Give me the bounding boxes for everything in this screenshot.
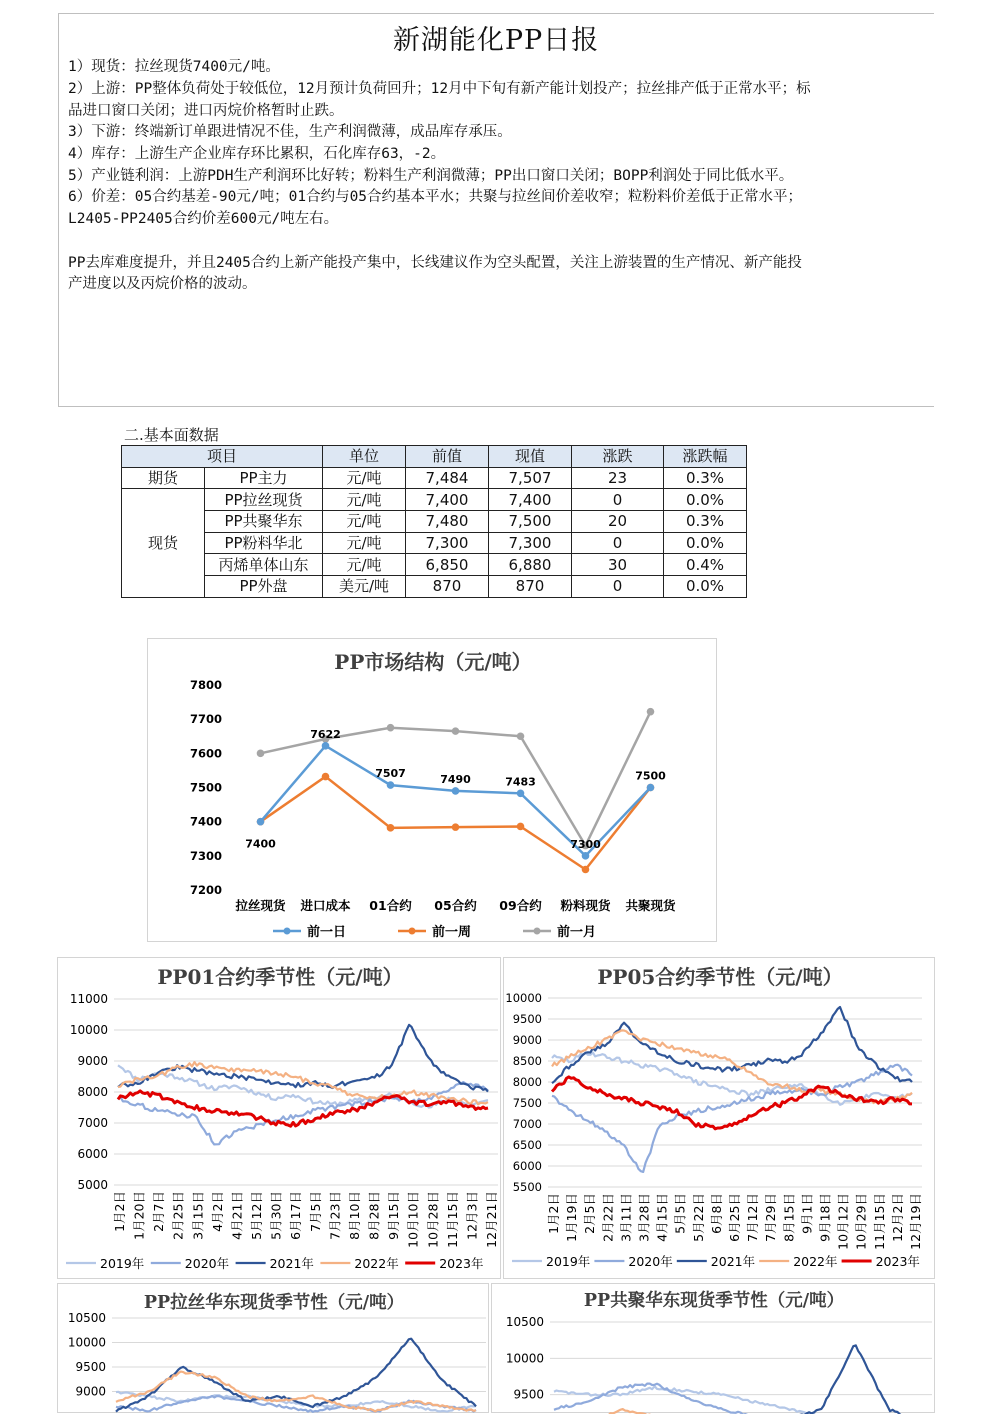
data-label: 7507 xyxy=(375,767,406,781)
y-tick-label: 8000 xyxy=(512,1075,542,1089)
report-point-1: 1）现货：拉丝现货7400元/吨。 xyxy=(68,59,280,75)
legend-marker xyxy=(409,928,416,935)
x-tick-label: 12月2日 xyxy=(889,1193,905,1242)
table-row xyxy=(122,554,747,576)
cell-change: 20 xyxy=(572,511,664,533)
cell-unit: 元/吨 xyxy=(323,467,406,489)
y-tick-label: 10500 xyxy=(67,1311,106,1325)
pp01-seasonality-chart-box xyxy=(57,957,501,1279)
x-tick-label: 01合约 xyxy=(369,898,412,913)
y-tick-label: 8000 xyxy=(77,1085,108,1099)
y-tick-label: 7300 xyxy=(189,848,222,863)
gongju-spot-seasonality-chart xyxy=(492,1284,936,1414)
data-point xyxy=(582,852,590,860)
cell-current: 7,500 xyxy=(489,511,572,533)
report-point-2: 2）上游：PP整体负荷处于较低位，12月预计负荷回升；12月中下旬有新产能计划投产；拉丝排产低于正常水平；标 xyxy=(68,81,811,97)
y-tick-label: 10000 xyxy=(67,1335,106,1350)
data-point xyxy=(517,732,525,740)
chart-title: PP市场结构（元/吨） xyxy=(334,650,532,674)
y-tick-label: 9500 xyxy=(512,1012,542,1026)
legend-label: 2019年 xyxy=(546,1254,591,1269)
x-tick-label: 5月12日 xyxy=(249,1191,265,1240)
gongju-spot-seasonality-chart-box xyxy=(491,1283,935,1413)
header-current: 现值 xyxy=(489,446,572,468)
data-point xyxy=(257,750,265,758)
series-line-2022年 xyxy=(552,1030,912,1103)
lasi-spot-seasonality-chart xyxy=(58,1284,490,1414)
x-tick-label: 4月15日 xyxy=(654,1193,670,1242)
data-point xyxy=(452,787,460,795)
cell-prev: 7,400 xyxy=(406,489,489,511)
report-point-6-cont: L2405-PP2405合约价差600元/吨左右。 xyxy=(68,211,339,227)
x-tick-label: 7月5日 xyxy=(307,1191,323,1232)
cell-change: 0 xyxy=(572,576,664,598)
x-tick-label: 6月25日 xyxy=(727,1193,742,1242)
chart-title: PP05合约季节性（元/吨） xyxy=(597,965,843,989)
cell-unit: 元/吨 xyxy=(323,554,406,576)
y-tick-label: 7500 xyxy=(512,1096,542,1110)
data-label: 7400 xyxy=(245,837,276,851)
data-point xyxy=(517,823,525,831)
x-tick-label: 共聚现货 xyxy=(625,898,676,913)
cell-change: 23 xyxy=(572,467,664,489)
legend-label: 2020年 xyxy=(184,1256,230,1271)
data-point xyxy=(387,824,395,832)
y-tick-label: 7000 xyxy=(77,1116,108,1130)
y-tick-label: 7700 xyxy=(189,712,222,727)
x-tick-label: 2月22日 xyxy=(600,1193,616,1242)
x-tick-label: 11月15日 xyxy=(444,1191,460,1248)
x-tick-label: 8月10日 xyxy=(346,1191,362,1240)
y-tick-label: 7500 xyxy=(189,780,222,795)
cell-change-pct: 0.3% xyxy=(664,467,747,489)
header-change: 涨跌 xyxy=(572,446,664,468)
legend-label: 2021年 xyxy=(269,1256,314,1271)
y-tick-label: 6000 xyxy=(77,1147,108,1161)
header-item: 项目 xyxy=(122,446,323,468)
data-point xyxy=(322,773,330,781)
report-title: 新湖能化PP日报 xyxy=(392,25,600,56)
x-tick-label: 9月1日 xyxy=(799,1193,815,1234)
table-row xyxy=(122,576,747,598)
cell-change-pct: 0.0% xyxy=(664,532,747,554)
cell-change: 30 xyxy=(572,554,664,576)
data-point xyxy=(452,823,460,831)
table-row xyxy=(122,511,747,533)
group-spot: 现货 xyxy=(122,489,205,597)
y-tick-label: 9500 xyxy=(75,1360,106,1374)
fundamentals-table xyxy=(121,445,747,598)
y-tick-label: 7600 xyxy=(189,746,222,761)
x-tick-label: 3月11日 xyxy=(618,1193,634,1242)
x-tick-label: 4月21日 xyxy=(229,1191,245,1240)
pp01-seasonality-chart xyxy=(58,958,502,1280)
x-tick-label: 1月19日 xyxy=(564,1193,580,1242)
report-point-4: 4）库存：上游生产企业库存环比累积，石化库存63，-2。 xyxy=(68,146,446,162)
x-tick-label: 进口成本 xyxy=(300,898,351,913)
series-line-2019年 xyxy=(554,1386,922,1414)
x-tick-label: 12月21日 xyxy=(484,1191,499,1248)
data-point xyxy=(387,724,395,732)
y-tick-label: 7400 xyxy=(189,814,222,829)
x-tick-label: 10月28日 xyxy=(425,1191,441,1248)
x-tick-label: 6月17日 xyxy=(288,1191,304,1240)
x-tick-label: 05合约 xyxy=(434,898,477,913)
cell-unit: 美元/吨 xyxy=(323,576,406,598)
legend-label: 2021年 xyxy=(710,1254,756,1269)
header-unit: 单位 xyxy=(323,446,406,468)
x-tick-label: 7月29日 xyxy=(763,1193,779,1242)
y-tick-label: 10500 xyxy=(505,1315,544,1329)
cell-change: 0 xyxy=(572,489,664,511)
group-futures: 期货 xyxy=(122,467,205,489)
data-point xyxy=(647,784,655,792)
lasi-spot-seasonality-chart-box xyxy=(57,1283,489,1413)
y-tick-label: 9000 xyxy=(75,1384,106,1399)
x-tick-label: 2月7日 xyxy=(151,1191,167,1232)
cell-change: 0 xyxy=(572,532,664,554)
x-tick-label: 2月25日 xyxy=(170,1191,186,1240)
cell-prev: 7,300 xyxy=(406,532,489,554)
pp05-seasonality-chart xyxy=(504,958,936,1280)
series-line-2021年 xyxy=(554,1345,922,1414)
y-tick-label: 6500 xyxy=(512,1138,542,1152)
cell-unit: 元/吨 xyxy=(323,511,406,533)
x-tick-label: 6月8日 xyxy=(708,1193,724,1234)
x-tick-label: 1月2日 xyxy=(112,1191,127,1232)
table-header-row xyxy=(122,446,747,468)
y-tick-label: 9000 xyxy=(77,1054,108,1068)
x-tick-label: 10月29日 xyxy=(853,1193,869,1250)
x-tick-label: 3月15日 xyxy=(190,1191,206,1240)
cell-unit: 元/吨 xyxy=(323,489,406,511)
x-tick-label: 10月10日 xyxy=(405,1191,421,1248)
data-point xyxy=(387,781,395,789)
cell-unit: 元/吨 xyxy=(323,532,406,554)
data-point xyxy=(582,866,590,874)
data-point xyxy=(647,708,655,716)
legend-marker xyxy=(534,928,541,935)
legend-label: 2020年 xyxy=(628,1254,673,1269)
report-summary-1: PP去库难度提升，并且2405合约上新产能投产集中，长线建议作为空头配置，关注上游装置的生产情况、新产能投 xyxy=(68,255,802,271)
y-tick-label: 11000 xyxy=(69,992,108,1006)
cell-current: 7,300 xyxy=(489,532,572,554)
x-tick-label: 5月5日 xyxy=(672,1193,688,1234)
y-tick-label: 9500 xyxy=(513,1387,544,1402)
x-tick-label: 1月20日 xyxy=(131,1191,147,1240)
x-tick-label: 拉丝现货 xyxy=(235,898,286,913)
cell-prev: 870 xyxy=(406,576,489,598)
x-tick-label: 10月12日 xyxy=(835,1193,851,1250)
y-tick-label: 8500 xyxy=(512,1054,542,1068)
chart-title: PP拉丝华东现货季节性（元/吨） xyxy=(143,1293,405,1313)
legend-label: 前一月 xyxy=(557,925,597,940)
cell-item: PP拉丝现货 xyxy=(205,489,323,511)
chart-title: PP01合约季节性（元/吨） xyxy=(157,965,403,989)
y-tick-label: 7200 xyxy=(189,883,222,897)
cell-prev: 6,850 xyxy=(406,554,489,576)
report-point-6: 6）价差：05合约基差-90元/吨；01合约与05合约基本平水；共聚与拉丝间价差收窄；粒粉料价差低于正常水平； xyxy=(68,189,803,205)
y-tick-label: 9000 xyxy=(512,1033,542,1047)
x-tick-label: 8月15日 xyxy=(781,1193,797,1242)
legend-label: 2022年 xyxy=(793,1254,838,1269)
series-line-2021年 xyxy=(116,1339,476,1412)
report-point-3: 3）下游：终端新订单跟进情况不佳，生产利润微薄，成品库存承压。 xyxy=(68,124,512,140)
legend-label: 2023年 xyxy=(439,1256,484,1271)
y-tick-label: 5500 xyxy=(512,1180,542,1194)
x-tick-label: 1月2日 xyxy=(546,1193,561,1234)
cell-item: PP共聚华东 xyxy=(205,511,323,533)
x-tick-label: 9月18日 xyxy=(817,1193,833,1242)
cell-current: 6,880 xyxy=(489,554,572,576)
x-tick-label: 9月15日 xyxy=(386,1191,402,1240)
x-tick-label: 12月3日 xyxy=(464,1191,480,1240)
cell-item: PP外盘 xyxy=(205,576,323,598)
x-tick-label: 12月19日 xyxy=(908,1193,923,1250)
data-label: 7490 xyxy=(440,772,471,786)
legend-label: 前一周 xyxy=(432,925,472,940)
report-point-2-cont: 品进口窗口关闭；进口丙烷价格暂时止跌。 xyxy=(68,103,344,119)
y-tick-label: 6000 xyxy=(512,1159,542,1173)
legend-marker xyxy=(284,928,291,935)
chart-title: PP共聚华东现货季节性（元/吨） xyxy=(583,1291,845,1311)
table-row xyxy=(122,489,747,511)
x-tick-label: 4月2日 xyxy=(209,1191,225,1232)
x-tick-label: 09合约 xyxy=(499,898,542,913)
cell-current: 7,400 xyxy=(489,489,572,511)
y-tick-label: 10000 xyxy=(505,991,542,1005)
x-tick-label: 2月5日 xyxy=(582,1193,598,1234)
y-tick-label: 7000 xyxy=(512,1117,542,1131)
data-label: 7622 xyxy=(310,727,341,741)
x-tick-label: 7月12日 xyxy=(745,1193,761,1242)
report-point-5: 5）产业链利润：上游PDH生产利润环比好转；粉料生产利润微薄；PP出口窗口关闭；BOPP利润处于同比低水平。 xyxy=(68,168,794,184)
data-label: 7300 xyxy=(570,837,601,851)
cell-item: PP粉料华北 xyxy=(205,532,323,554)
market-structure-chart xyxy=(148,639,718,943)
x-tick-label: 粉料现货 xyxy=(560,898,611,913)
y-tick-label: 7800 xyxy=(189,678,222,692)
y-tick-label: 10000 xyxy=(69,1023,108,1037)
y-tick-label: 5000 xyxy=(77,1178,108,1192)
cell-change-pct: 0.3% xyxy=(664,511,747,533)
cell-change-pct: 0.4% xyxy=(664,554,747,576)
pp05-seasonality-chart-box xyxy=(503,957,935,1279)
legend-label: 前一日 xyxy=(307,925,347,940)
legend-label: 2022年 xyxy=(354,1256,399,1271)
data-label: 7483 xyxy=(505,775,536,789)
header-prev: 前值 xyxy=(406,446,489,468)
series-line-2020年 xyxy=(118,1082,488,1144)
cell-item: 丙烯单体山东 xyxy=(205,554,323,576)
cell-change-pct: 0.0% xyxy=(664,489,747,511)
series-line-2020年 xyxy=(554,1384,922,1414)
x-tick-label: 5月22日 xyxy=(690,1193,706,1242)
cell-item: PP主力 xyxy=(205,467,323,489)
data-label: 7500 xyxy=(635,769,666,783)
x-tick-label: 11月15日 xyxy=(871,1193,887,1250)
x-tick-label: 8月28日 xyxy=(366,1191,382,1240)
data-point xyxy=(322,742,330,750)
section-title-fundamentals: 二.基本面数据 xyxy=(124,426,219,444)
series-line-2021年 xyxy=(552,1007,912,1083)
cell-prev: 7,484 xyxy=(406,467,489,489)
cell-change-pct: 0.0% xyxy=(664,576,747,598)
legend-label: 2023年 xyxy=(875,1254,920,1269)
series-line-2020年 xyxy=(552,1065,912,1172)
cell-prev: 7,480 xyxy=(406,511,489,533)
legend-label: 2019年 xyxy=(100,1256,145,1271)
cell-current: 7,507 xyxy=(489,467,572,489)
y-tick-label: 10000 xyxy=(505,1351,544,1366)
x-tick-label: 3月28日 xyxy=(636,1193,652,1242)
table-row xyxy=(122,532,747,554)
x-tick-label: 7月23日 xyxy=(327,1191,343,1240)
data-point xyxy=(257,818,265,826)
market-structure-chart-box xyxy=(147,638,717,942)
x-tick-label: 5月30日 xyxy=(268,1191,284,1240)
cell-current: 870 xyxy=(489,576,572,598)
table-row xyxy=(122,467,747,489)
report-summary-2: 产进度以及丙烷价格的波动。 xyxy=(68,276,257,292)
data-point xyxy=(517,790,525,798)
data-point xyxy=(452,727,460,735)
header-change-pct: 涨跌幅 xyxy=(664,446,747,468)
